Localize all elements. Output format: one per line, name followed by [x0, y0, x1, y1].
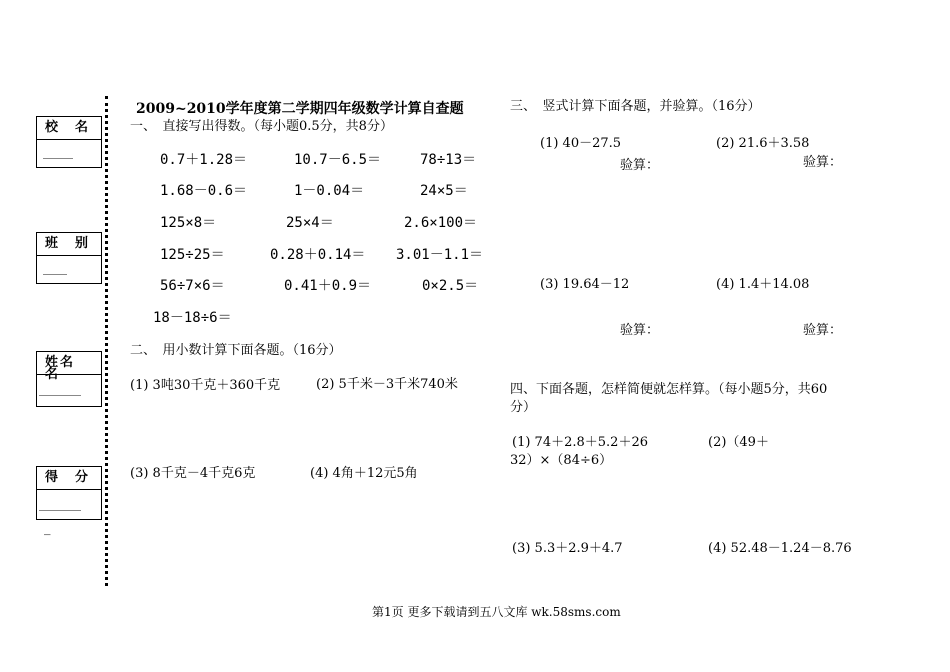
score-blank[interactable]: _______ — [39, 497, 81, 511]
s4-item-4: (4) 52.48－1.24－8.76 — [708, 541, 852, 556]
binding-dotted-line — [105, 96, 108, 586]
s2-item-3: (3) 8千克－4千克6克 — [130, 466, 256, 481]
name-label — [37, 352, 101, 382]
class-box — [36, 232, 102, 284]
s1-last: 18－18÷6＝ — [153, 310, 232, 326]
s1-r1-c1: 0.7＋1.28＝ — [160, 152, 248, 168]
s2-item-4: (4) 4角＋12元5角 — [310, 466, 418, 481]
s1-r1-c2: 10.7－6.5＝ — [294, 152, 382, 168]
s1-r5-c1: 56÷7×6＝ — [160, 278, 225, 294]
s1-r2-c1: 1.68－0.6＝ — [160, 183, 248, 199]
name-blank[interactable]: _______ — [39, 382, 81, 396]
s1-r1-c3: 78÷13＝ — [420, 152, 477, 168]
name-label-text: 姓名 — [45, 355, 76, 370]
s2-item-2: (2) 5千米－3千米740米 — [316, 377, 458, 392]
section2-heading: 二、 用小数计算下面各题。（16分） — [130, 343, 342, 358]
section3-heading: 三、 竖式计算下面各题，并验算。（16分） — [510, 99, 761, 114]
school-label: 校 名 — [37, 117, 101, 140]
s4-item-2a: (2)（49＋ — [708, 435, 769, 450]
s1-r2-c3: 24×5＝ — [420, 183, 468, 199]
school-box — [36, 116, 102, 168]
section4-heading-line1: 四、下面各题，怎样简便就怎样算。（每小题5分，共60 — [510, 382, 828, 397]
page-footer: 第1页 更多下载请到五八文库 wk.58sms.com — [372, 605, 621, 619]
s1-r3-c3: 2.6×100＝ — [404, 215, 478, 231]
section1-heading: 一、 直接写出得数。（每小题0.5分，共8分） — [130, 119, 393, 134]
s1-r5-c2: 0.41＋0.9＝ — [284, 278, 372, 294]
s1-r2-c2: 1－0.04＝ — [294, 183, 365, 199]
s1-r3-c1: 125×8＝ — [160, 215, 217, 231]
s3-check-2: 验算： — [803, 155, 843, 170]
s1-r5-c3: 0×2.5＝ — [422, 278, 479, 294]
s3-check-1: 验算： — [620, 158, 660, 173]
page-title: 2009~2010学年度第二学期四年级数学计算自查题 — [136, 101, 464, 117]
name-box — [36, 351, 102, 407]
s1-r4-c1: 125÷25＝ — [160, 247, 225, 263]
s4-item-2b: 32）×（84÷6） — [510, 453, 613, 468]
s3-item-2: (2) 21.6＋3.58 — [716, 136, 810, 151]
class-label: 班 别 — [37, 233, 101, 256]
section4-heading-line2: 分） — [510, 400, 537, 415]
score-box — [36, 466, 102, 520]
school-blank[interactable]: _____ — [43, 145, 73, 159]
s1-r4-c3: 3.01－1.1＝ — [396, 247, 484, 263]
s1-r3-c2: 25×4＝ — [286, 215, 334, 231]
s4-item-1: (1) 74＋2.8＋5.2＋26 — [512, 435, 648, 450]
s3-check-3: 验算： — [620, 323, 660, 338]
s3-item-4: (4) 1.4＋14.08 — [716, 277, 810, 292]
s3-item-1: (1) 40－27.5 — [540, 136, 622, 151]
class-blank[interactable]: ____ — [43, 261, 67, 275]
score-label: 得 分 — [37, 467, 101, 490]
score-extra-mark: _ — [44, 521, 51, 536]
s3-check-4: 验算： — [803, 323, 843, 338]
s3-item-3: (3) 19.64－12 — [540, 277, 630, 292]
s1-r4-c2: 0.28＋0.14＝ — [270, 247, 366, 263]
s4-item-3: (3) 5.3＋2.9＋4.7 — [512, 541, 623, 556]
s2-item-1: (1) 3吨30千克＋360千克 — [130, 378, 281, 393]
name-label-overflow: 名 — [45, 367, 61, 382]
